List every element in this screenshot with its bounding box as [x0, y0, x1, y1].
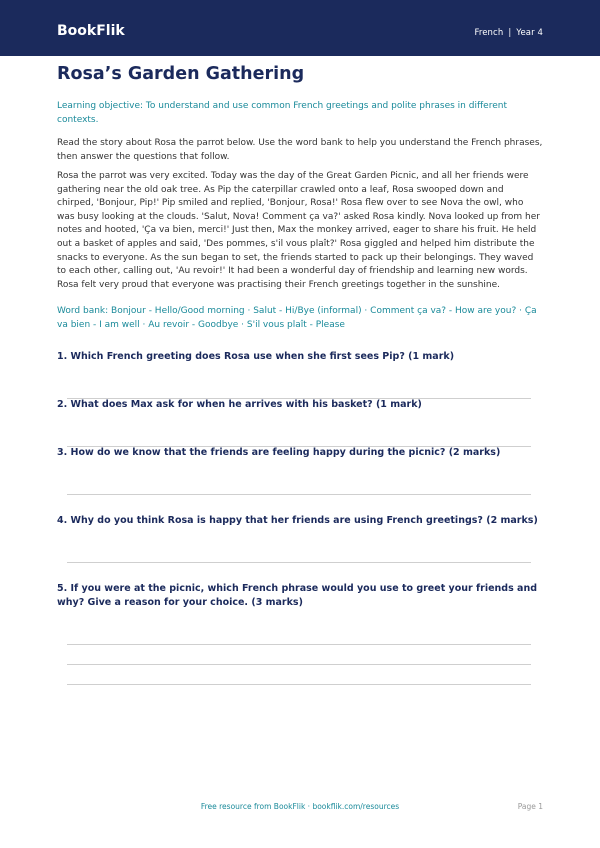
page-title: Rosa’s Garden Gathering: [57, 64, 305, 84]
footer-credit[interactable]: Free resource from BookFlik · bookflik.com/resources: [200, 802, 400, 811]
intro-text: Read the story about Rosa the parrot below. Use the word bank to help you understand the French phrases, then answer the questions that follow.: [57, 138, 543, 162]
question-5: 5. If you were at the picnic, which French phrase would you use to greet your friends and why? Give a reason for your choice. (3 marks): [57, 583, 538, 608]
header-bar: [0, 0, 600, 56]
year-label: Year 4: [516, 28, 543, 38]
question-4: 4. Why do you think Rosa is happy that her friends are using French greetings? (2 marks): [57, 515, 538, 526]
word-bank: Word bank: Bonjour - Hello/Good morning · Salut - Hi/Bye (informal) · Comment ça va? - How are you? · Ça va bien - I am well · Au revoir - Goodbye · S'il vous plaît - Please: [57, 306, 537, 330]
answer-line[interactable]: [67, 644, 531, 645]
subject-label: French: [474, 28, 504, 38]
answer-line[interactable]: [67, 664, 531, 665]
question-2: 2. What does Max ask for when he arrives with his basket? (1 mark): [57, 399, 422, 410]
meta-separator: |: [508, 28, 512, 38]
brand-logo[interactable]: BookFlik: [57, 23, 125, 39]
learning-objective: Learning objective: To understand and use common French greetings and polite phrases in different contexts.: [57, 101, 507, 125]
story-text: Rosa the parrot was very excited. Today was the day of the Great Garden Picnic, and all her friends were gathering near the old oak tree. As Pip the caterpillar crawled onto a leaf, Rosa swooped down and chirped, 'Bonjour, Pip!' Pip smiled and replied, 'Bonjour, Rosa!' Rosa flew over to see Nova the owl, who was busy looking at the clouds. 'Salut, Nova! Comment ça va?' asked Rosa kindly. Nova looked up from her notes and hooted, 'Ça va bien, merci!' Just then, Max the monkey arrived, eager to share his fruit. He held out a basket of apples and said, 'Des pommes, s'il vous plaît?' Rosa giggled and helped him distribute the snacks to everyone. As the sun began to set, the friends started to pack up their belongings. They waved to each other, calling out, 'Au revoir!' It had been a wonderful day of friendship and learning new words. Rosa felt very proud that everyone was practising their French greetings together in the sunshine.: [57, 171, 540, 290]
question-1: 1. Which French greeting does Rosa use when she first sees Pip? (1 mark): [57, 351, 455, 362]
answer-line[interactable]: [67, 494, 531, 495]
question-3: 3. How do we know that the friends are feeling happy during the picnic? (2 marks): [57, 447, 501, 458]
answer-line[interactable]: [67, 562, 531, 563]
subject-year: [474, 28, 543, 38]
answer-line[interactable]: [67, 684, 531, 685]
page-number: Page 1: [517, 802, 543, 811]
